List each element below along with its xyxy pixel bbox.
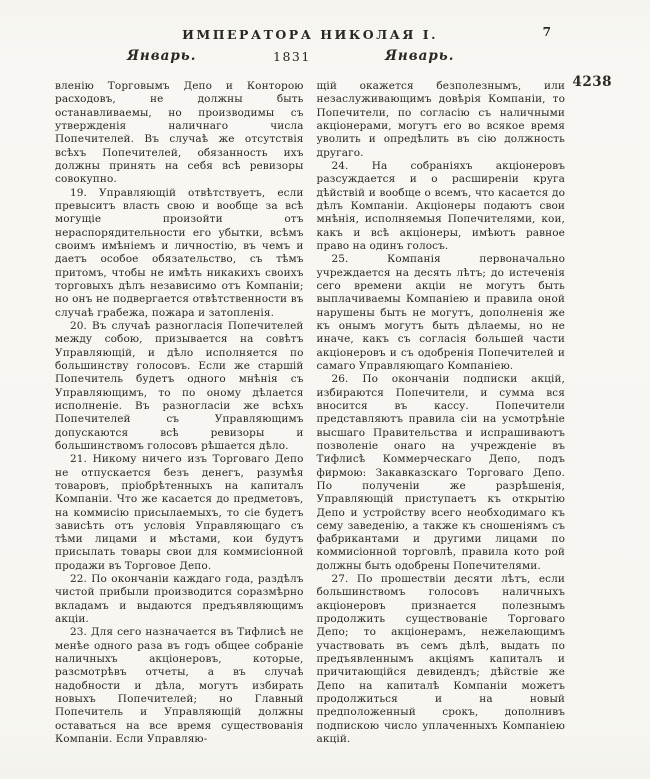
- paragraph-continuation: щій окажется безполезнымъ, или незаслуживающимъ довѣрія Компаніи, то Попечители, по согласію съ наличными акціонерами, могутъ его во всякое время уволить и опредѣлить въ сію должность другаго.: [316, 80, 565, 159]
- page-number: 7: [542, 25, 551, 39]
- paragraph-continuation: вленію Торговымъ Депо и Конторою расходовъ, не должны быть останавливаемы, но производимы съ утвержденія наличнаго числа Попечителей. Въ случаѣ же отсутствія всѣхъ Попечителей, обязанность ихъ должны принять на себя всѣ ревизоры совокупно.: [55, 80, 304, 186]
- paragraph-article-26: 26. По окончаніи подписки акцій, избираются Попечители, и сумма вся вносится въ кассу. Попечители представляютъ правила сіи на усмотрѣніе высшаго Правительства и испрашиваютъ позволеніе онаго на учрежденіе въ Тифлисѣ Коммерческаго Депо, подъ фирмою: Закавказскаго Торговаго Депо. По полученіи же разрѣшенія, Управляющій приступаетъ къ открытію Депо и устройству всего необходимаго къ сему заведенію, а также къ сношеніямъ съ фабрикантами и другими лицами по коммисіонной торговлѣ, правила кото рой должны быть одобрены Попечителями.: [316, 373, 565, 572]
- paragraph-article-19: 19. Управляющій отвѣтствуетъ, если превыситъ власть свою и вообще за всѣ могущіе произойти отъ нераспорядительности его убытки, всѣмъ своимъ имѣніемъ и личностію, въ чемъ и даетъ особое обязательство, съ тѣмъ притомъ, чтобы не имѣть никакихъ своихъ торговыхъ дѣлъ независимо отъ Компаніи; но онъ не подвергается отвѣтственности въ случаѣ грабежа, пожара и затопленія.: [55, 186, 304, 319]
- paragraph-article-23: 23. Для сего назначается въ Тифлисѣ не менѣе одного раза въ годъ общее собраніе наличныхъ акціонеровъ, которые, разсмотрѣвъ отчеты, а въ случаѣ надобности и дѣла, могутъ избирать новыхъ Попечителей; но Главный Попечитель и Управляющій должны оставаться на все время существованія Компаніи. Если Управляю-: [55, 626, 304, 746]
- month-label-right: Январь.: [385, 48, 455, 64]
- paragraph-article-20: 20. Въ случаѣ разногласія Попечителей между собою, призывается на совѣтъ Управляющій, и дѣло исполняется по большинству голосовъ. Если же старшій Попечитель будетъ одного мнѣнія съ Управляющимъ, то по оному дѣлается исполненіе. Въ разногласіи же всѣхъ Попечителей съ Управляющимъ допускаются всѣ ревизоры и большинствомъ голосовъ рѣшается дѣло.: [55, 319, 304, 452]
- date-row: [55, 48, 565, 68]
- month-label-left: Январь.: [127, 48, 197, 64]
- paragraph-article-27: 27. По прошествіи десяти лѣтъ, если большинствомъ голосовъ наличныхъ акціонеровъ признается полезнымъ продолжить существованіе Торговаго Депо; то акціонерамъ, нежелающимъ участвовать въ семъ дѣлѣ, выдать по предъявленнымъ акціямъ капиталъ и причитающійся девидендъ; дѣйствіе же Депо на капиталѣ Компаніи можетъ продолжиться и на новый предположенный срокъ, дополнивъ подпискою число уплаченныхъ Компаніею акцій.: [316, 573, 565, 746]
- paragraph-article-25: 25. Компанія первоначально учреждается на десять лѣтъ; до истеченія сего времени акціи не могутъ быть выплачиваемы Компаніею и правила оной нарушены быть не могутъ, дополненія же къ онымъ могутъ быть дѣлаемы, но не иначе, какъ съ согласія большей части акціонеровъ и съ одобренія Попечителей и самаго Управляющаго Компаніею.: [316, 253, 565, 372]
- header-title: ИМПЕРАТОРА НИКОЛАЯ I.: [182, 27, 438, 42]
- left-column: [55, 80, 304, 746]
- text-columns: [55, 80, 565, 746]
- right-column: [317, 80, 566, 746]
- paragraph-article-22: 22. По окончаніи каждаго года, раздѣлъ чистой прибыли производится соразмѣрно вкладамъ и выдаются предъявляющимъ акціи.: [55, 573, 304, 626]
- act-number: 4238: [572, 74, 612, 90]
- year-label: 1831: [273, 49, 311, 64]
- paragraph-article-24: 24. На собраніяхъ акціонеровъ разсуждается и о расширеніи круга дѣйствій и вообще о всемъ, что касается до дѣлъ Компаніи. Акціонеры подаютъ свои мнѣнія, исполняемыя Попечителями, кои, какъ и всѣ акціонеры, имѣютъ равное право на одинъ голосъ.: [316, 159, 565, 252]
- paragraph-article-21: 21. Никому ничего изъ Торговаго Депо не отпускается безъ денегъ, разумѣя товаровъ, пріобрѣтенныхъ на капиталъ Компаніи. Что же касается до предметовъ, на коммисію присылаемыхъ, то сіе будетъ зависѣть отъ условія Управляющаго съ тѣми лицами и мѣстами, кои будутъ присылать товары свои для коммисіонной продажи въ Торговое Депо.: [55, 453, 304, 572]
- running-head: [55, 24, 565, 42]
